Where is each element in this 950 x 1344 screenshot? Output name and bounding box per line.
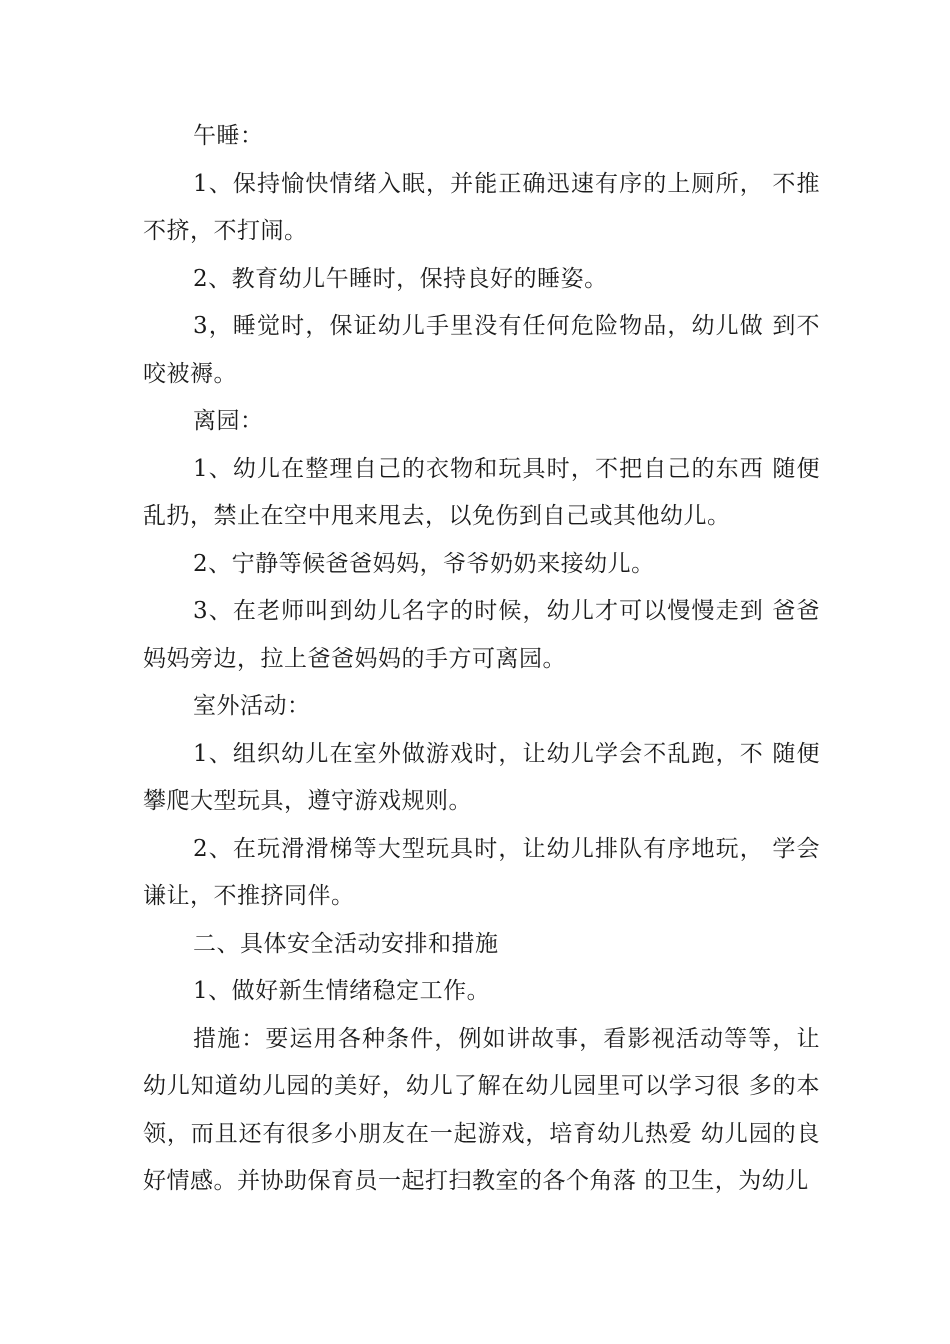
document-body	[143, 113, 820, 1206]
section-heading-nap: 午睡：	[193, 123, 264, 149]
section-heading-safety-plan: 二、具体安全活动安排和措施	[193, 930, 499, 957]
departure-item-2: 2、宁静等候爸爸妈妈，爷爷奶奶来接幼儿。	[193, 550, 655, 577]
safety-plan-measures: 措施：要运用各种条件，例如讲故事，看影视活动等等，让幼儿知道幼儿园的美好，幼儿了解在幼儿园里可以学习很 多的本领，而且还有很多小朋友在一起游戏，培育幼儿热爱 幼儿园的良好情感。并协助保育员一起打扫教室的各个角落 的卫生，为幼儿	[143, 1025, 820, 1194]
nap-item-3: 3，睡觉时，保证幼儿手里没有任何危险物品，幼儿做 到不咬被褥。	[143, 313, 820, 387]
nap-item-1: 1、保持愉快情绪入眠，并能正确迅速有序的上厕所， 不推不挤，不打闹。	[143, 170, 820, 244]
departure-item-3: 3、在老师叫到幼儿名字的时候，幼儿才可以慢慢走到 爸爸妈妈旁边，拉上爸爸妈妈的手方可离园。	[143, 598, 820, 672]
section-heading-outdoor: 室外活动：	[193, 693, 311, 719]
section-heading-departure: 离园：	[193, 408, 264, 434]
nap-item-2: 2、教育幼儿午睡时，保持良好的睡姿。	[193, 265, 608, 292]
safety-plan-item-1: 1、做好新生情绪稳定工作。	[193, 978, 491, 1004]
outdoor-item-1: 1、组织幼儿在室外做游戏时，让幼儿学会不乱跑，不 随便攀爬大型玩具，遵守游戏规则。	[143, 740, 820, 814]
departure-item-1: 1、幼儿在整理自己的衣物和玩具时，不把自己的东西 随便乱扔，禁止在空中甩来甩去，以免伤到自己或其他幼儿。	[143, 455, 820, 529]
outdoor-item-2: 2、在玩滑滑梯等大型玩具时，让幼儿排队有序地玩， 学会谦让，不推挤同伴。	[143, 835, 820, 909]
